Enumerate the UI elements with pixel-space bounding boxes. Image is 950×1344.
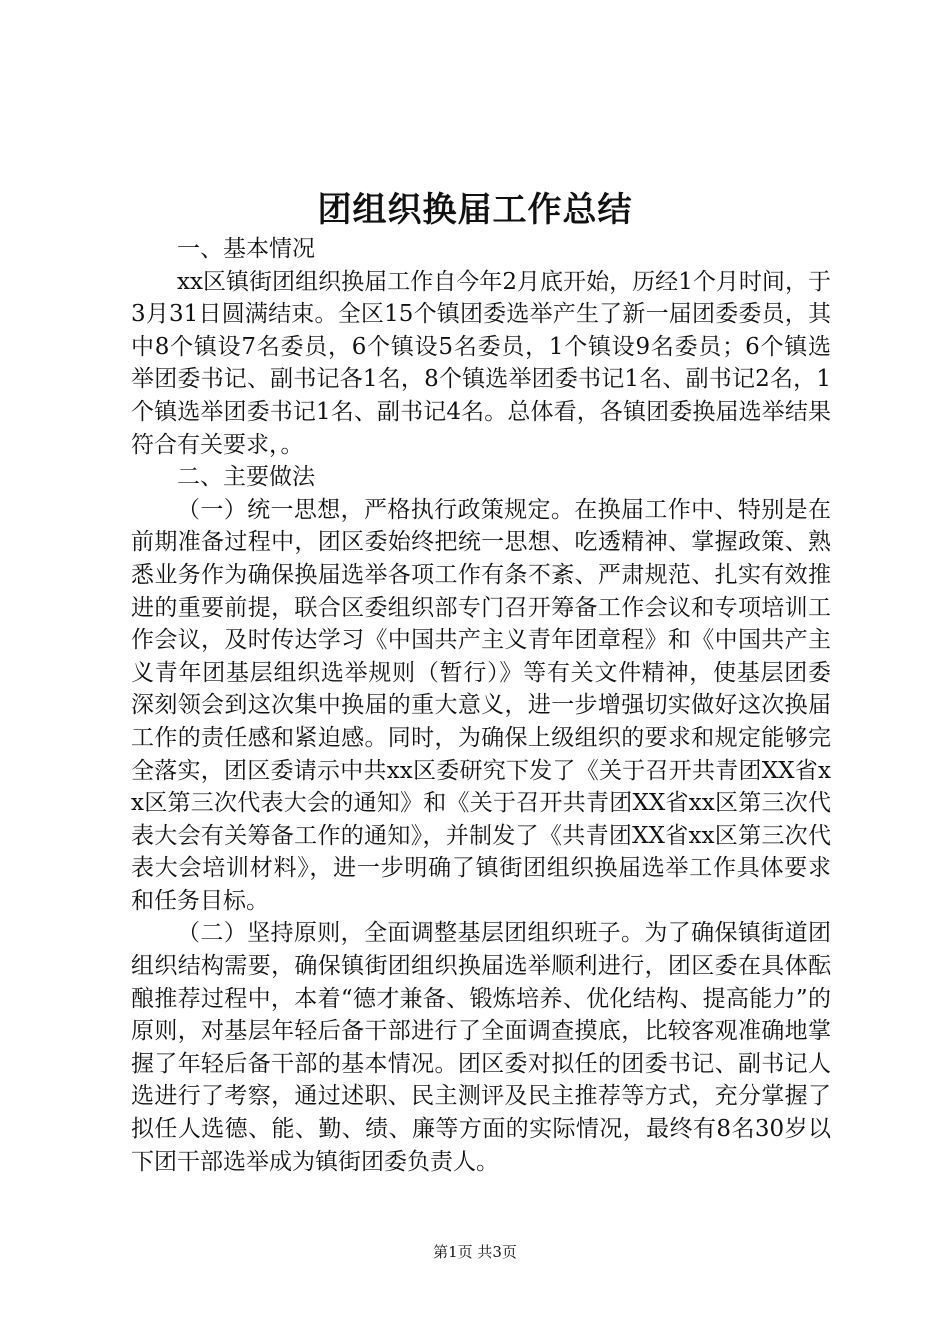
- page-footer: 第1页 共3页: [433, 1243, 517, 1261]
- paragraph-adhere-principles: （二）坚持原则，全面调整基层团组织班子。为了确保镇街道团组织结构需要，确保镇街团组织换届选举顺利进行，团区委在具体酝酿推荐过程中，本着“德才兼备、锻炼培养、优化结构、提高能力”的原则，对基层年轻后备干部进行了全面调查摸底，比较客观准确地掌握了年轻后备干部的基本情况。团区委对拟任的团委书记、副书记人选进行了考察，通过述职、民主测评及民主推荐等方式，充分掌握了拟任人选德、能、勤、绩、廉等方面的实际情况，最终有8名30岁以下团干部选举成为镇街团委负责人。: [131, 920, 831, 1175]
- section-heading-main-methods: 二、主要做法: [177, 464, 315, 491]
- paragraph-basic-situation: xx区镇街团组织换届工作自今年2月底开始，历经1个月时间，于3月31日圆满结束。全区15个镇团委选举产生了新一届团委委员，其中8个镇设7名委员，6个镇设5名委员，1个镇设9名委员；6个镇选举团委书记、副书记各1名，8个镇选举团委书记1名、副书记2名，1个镇选举团委书记1名、副书记4名。总体看，各镇团委换届选举结果符合有关要求，。: [131, 268, 831, 458]
- document-title: 团组织换届工作总结: [317, 190, 633, 230]
- section-heading-basic-situation: 一、基本情况: [177, 236, 315, 262]
- paragraph-unify-thinking: （一）统一思想，严格执行政策规定。在换届工作中、特别是在前期准备过程中，团区委始终把统一思想、吃透精神、掌握政策、熟悉业务作为确保换届选举各项工作有条不紊、严肃规范、扎实有效推进的重要前提，联合区委组织部专门召开筹备工作会议和专项培训工作会议，及时传达学习《中国共产主义青年团章程》和《中国共产主义青年团基层组织选举规则（暂行）》等有关文件精神，使基层团委深刻领会到这次集中换届的重大意义，进一步增强切实做好这次换届工作的责任感和紧迫感。同时，为确保上级组织的要求和规定能够完全落实，团区委请示中共xx区委研究下发了《关于召开共青团XX省xx区第三次代表大会的通知》和《关于召开共青团XX省xx区第三次代表大会有关筹备工作的通知》，并制发了《共青团XX省xx区第三次代表大会培训材料》，进一步明确了镇街团组织换届选举工作具体要求和任务目标。: [131, 496, 831, 914]
- document-body: [131, 233, 831, 1178]
